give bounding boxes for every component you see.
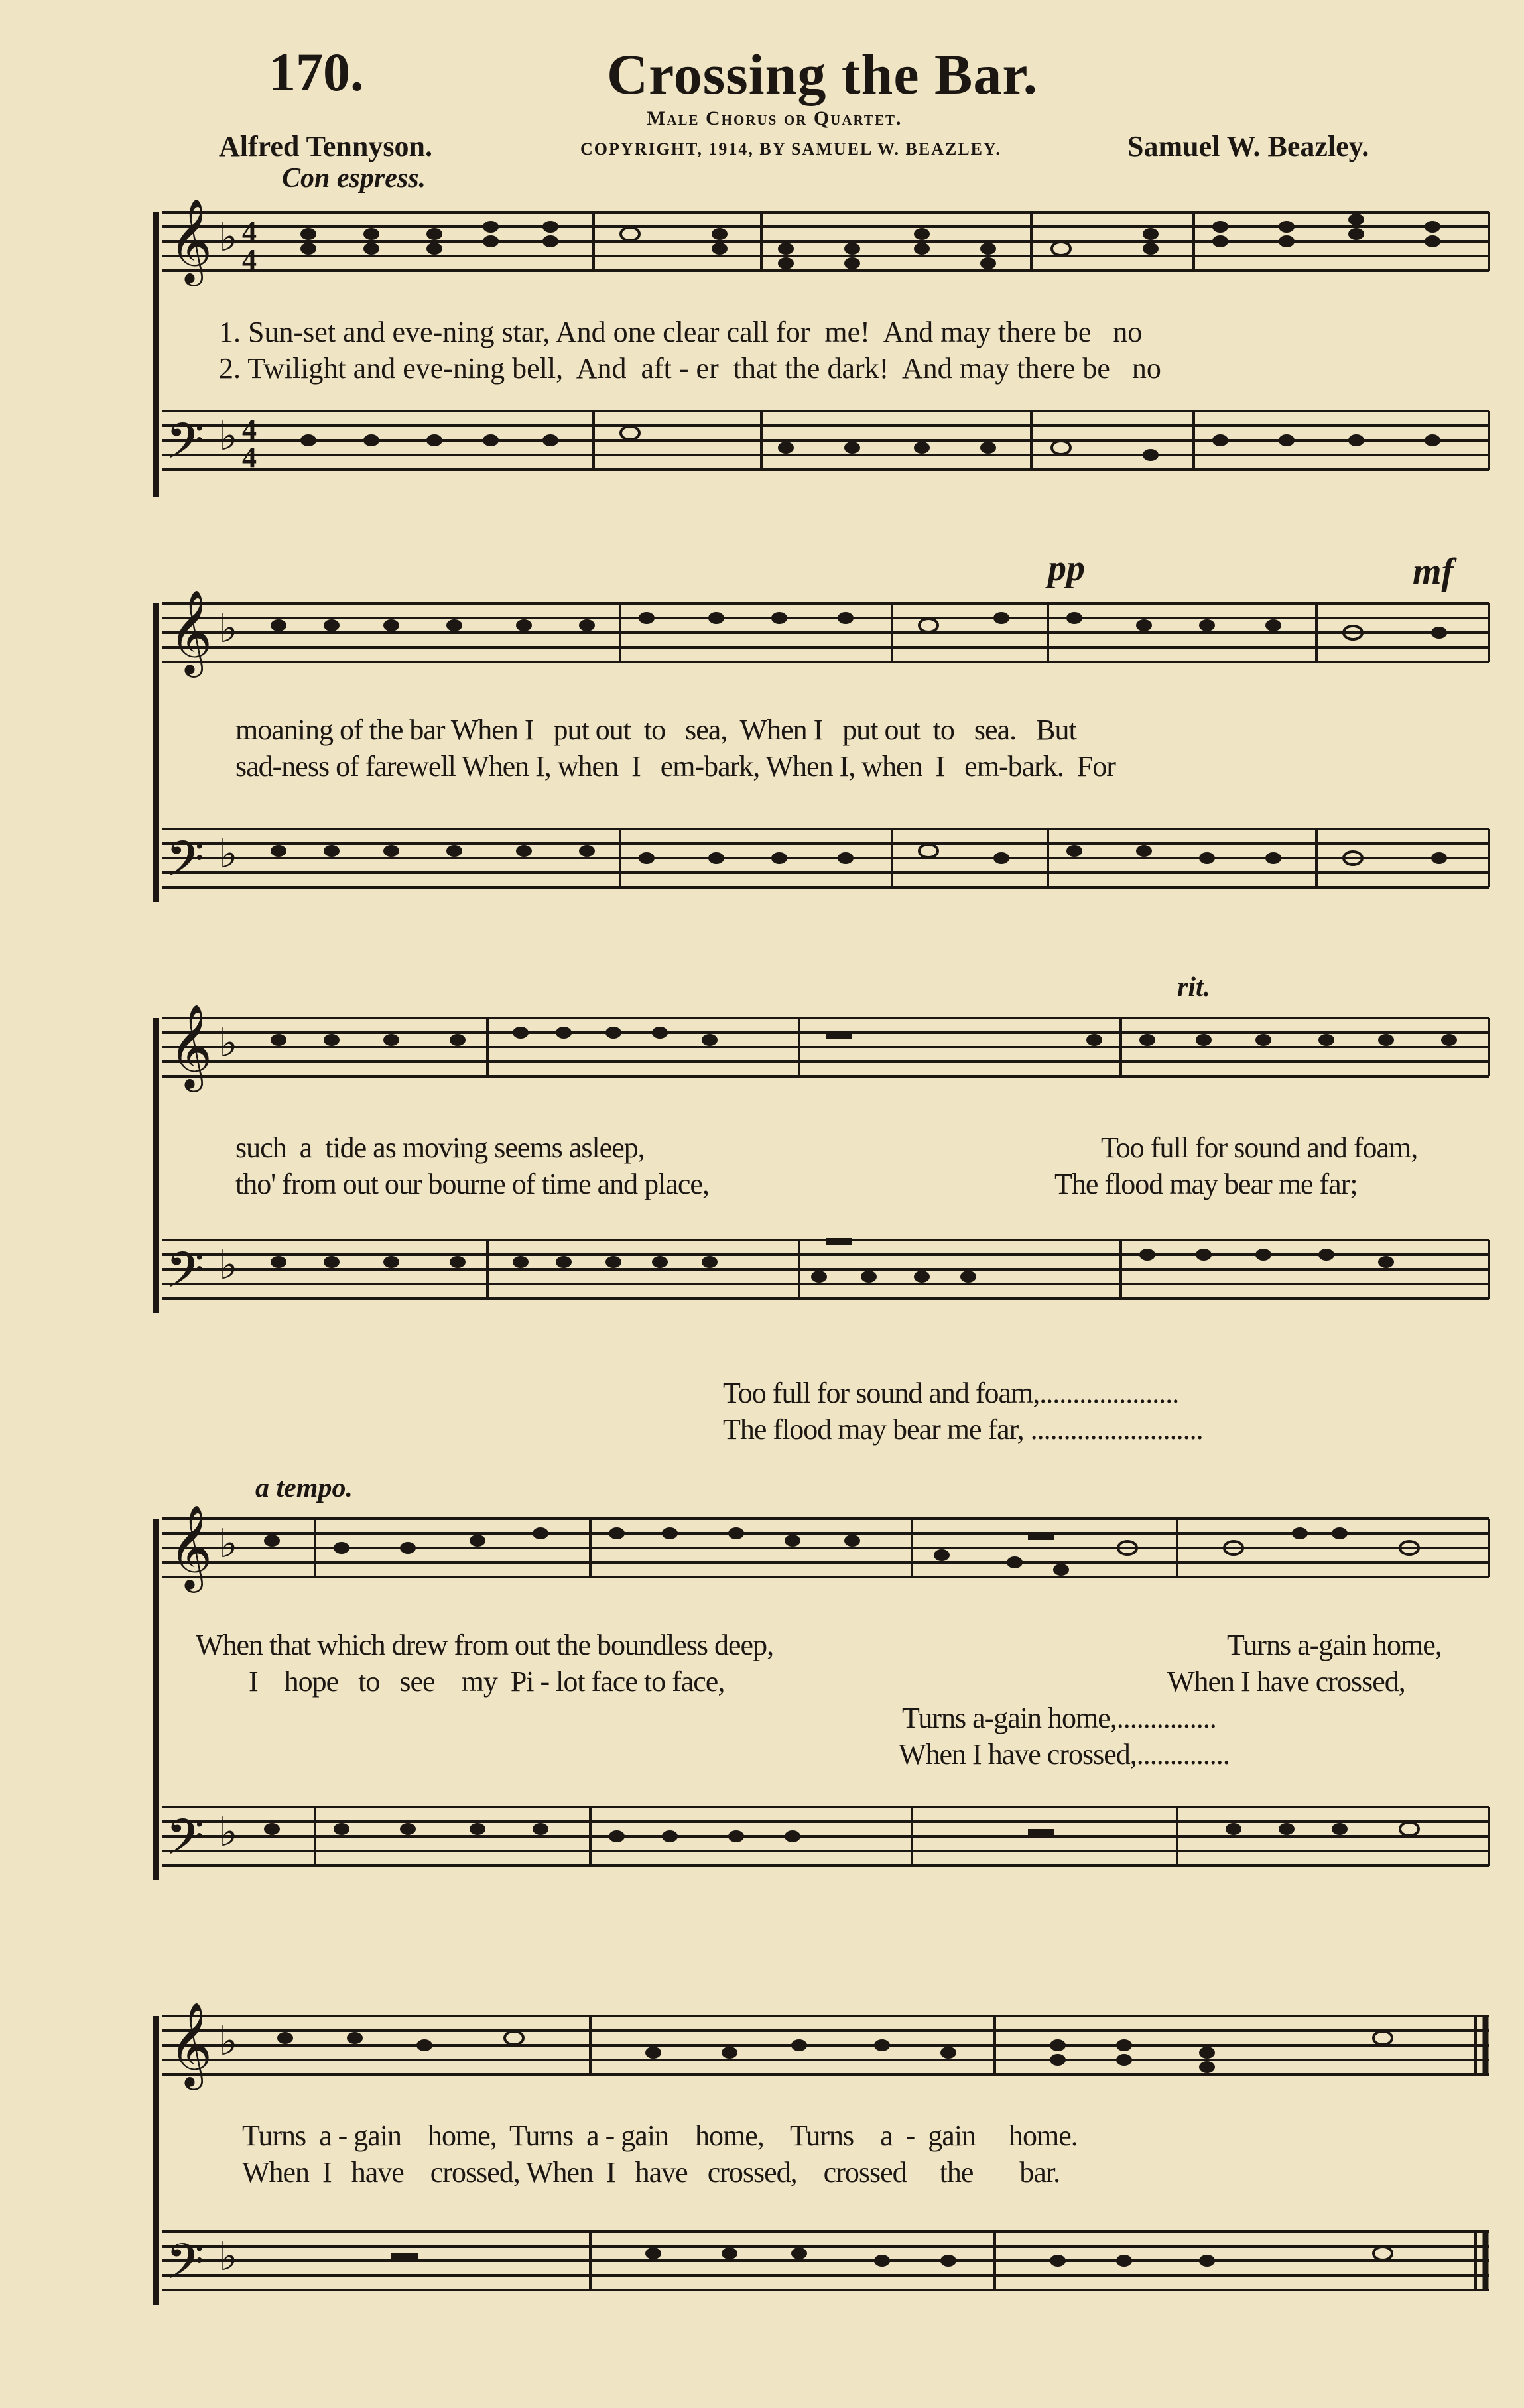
- lyric-line-2-verse-1: moaning of the bar When I put out to sea, When I put out to sea. But: [235, 714, 1076, 746]
- bass-echo-lyric-verse-2: The flood may bear me far, ..........................: [723, 1413, 1203, 1446]
- svg-text:𝄢: 𝄢: [166, 412, 204, 482]
- svg-text:♭: ♭: [219, 832, 238, 876]
- voicing-subtitle: Male Chorus or Quartet.: [647, 107, 903, 129]
- svg-text:♭: ♭: [219, 1522, 238, 1566]
- hymn-number: 170.: [269, 42, 364, 102]
- copyright-notice: COPYRIGHT, 1914, BY SAMUEL W. BEAZLEY.: [580, 139, 1001, 158]
- lyric-line-4-right-verse-1: Turns a-gain home,: [1227, 1629, 1442, 1661]
- svg-text:♭: ♭: [219, 2019, 238, 2063]
- svg-text:𝄢: 𝄢: [166, 1808, 204, 1878]
- lyric-line-5-verse-2: When I have crossed, When I have crossed, crossed the bar.: [242, 2156, 1060, 2188]
- svg-text:♭: ♭: [219, 216, 238, 259]
- composer-credit: Samuel W. Beazley.: [1127, 130, 1369, 162]
- lyric-line-3-verse-1: such a tide as moving seems asleep,: [235, 1131, 645, 1164]
- svg-text:𝄞: 𝄞: [169, 2001, 213, 2086]
- dynamic-mf: mf: [1413, 551, 1454, 592]
- svg-text:♭: ♭: [219, 1243, 238, 1287]
- svg-text:𝄢: 𝄢: [166, 2233, 204, 2303]
- bass-echo-lyric-verse-1: Too full for sound and foam,.....................: [723, 1377, 1179, 1409]
- hymn-title: Crossing the Bar.: [607, 42, 1039, 106]
- svg-text:♭: ♭: [219, 607, 238, 651]
- a-tempo-marking: a tempo.: [255, 1473, 353, 1503]
- lyric-line-4-mid-verse-2: When I have crossed,..............: [899, 1738, 1230, 1771]
- svg-text:𝄞: 𝄞: [169, 199, 213, 283]
- lyric-line-3-verse-2: tho' from out our bourne of time and place,: [235, 1168, 709, 1200]
- time-signature-bottom: 4: [242, 243, 257, 276]
- lyric-line-5-verse-1: Turns a - gain home, Turns a - gain home, Turns a - gain home.: [242, 2120, 1078, 2152]
- lyricist-credit: Alfred Tennyson.: [219, 130, 432, 162]
- svg-text:𝄞: 𝄞: [169, 1504, 213, 1589]
- lyric-line-3-right-verse-1: Too full for sound and foam,: [1101, 1131, 1418, 1164]
- svg-text:𝄞: 𝄞: [169, 589, 213, 674]
- time-signature-bottom-bass: 4: [242, 441, 257, 474]
- lyric-line-4-right-verse-2: When I have crossed,: [1167, 1665, 1405, 1698]
- svg-text:♭: ♭: [219, 1021, 238, 1065]
- svg-text:𝄢: 𝄢: [166, 830, 204, 900]
- lyric-line-4-mid-verse-1: Turns a-gain home,...............: [902, 1702, 1216, 1734]
- svg-text:𝄢: 𝄢: [166, 1241, 204, 1311]
- dynamic-pp: pp: [1048, 548, 1085, 589]
- lyric-line-1-verse-2: 2. Twilight and eve-ning bell, And aft - er that the dark! And may there be no: [219, 352, 1161, 385]
- svg-text:♭: ♭: [219, 414, 238, 458]
- time-signature-top-bass: 4: [242, 413, 257, 446]
- lyric-line-1-verse-1: 1. Sun-set and eve-ning star, And one clear call for me! And may there be no: [219, 316, 1143, 348]
- ritardando-marking: rit.: [1177, 972, 1211, 1003]
- svg-text:♭: ♭: [219, 2235, 238, 2279]
- expression-marking: Con espress.: [282, 163, 426, 194]
- lyric-line-3-right-verse-2: The flood may bear me far;: [1054, 1168, 1358, 1200]
- lyric-line-4-verse-2: I hope to see my Pi - lot face to face,: [249, 1665, 725, 1698]
- svg-text:𝄞: 𝄞: [169, 1003, 213, 1088]
- time-signature-top: 4: [242, 216, 257, 248]
- svg-text:♭: ♭: [219, 1810, 238, 1854]
- lyric-line-2-verse-2: sad-ness of farewell When I, when I em-bark, When I, when I em-bark. For: [235, 750, 1115, 783]
- lyric-line-4-verse-1: When that which drew from out the boundless deep,: [196, 1629, 774, 1661]
